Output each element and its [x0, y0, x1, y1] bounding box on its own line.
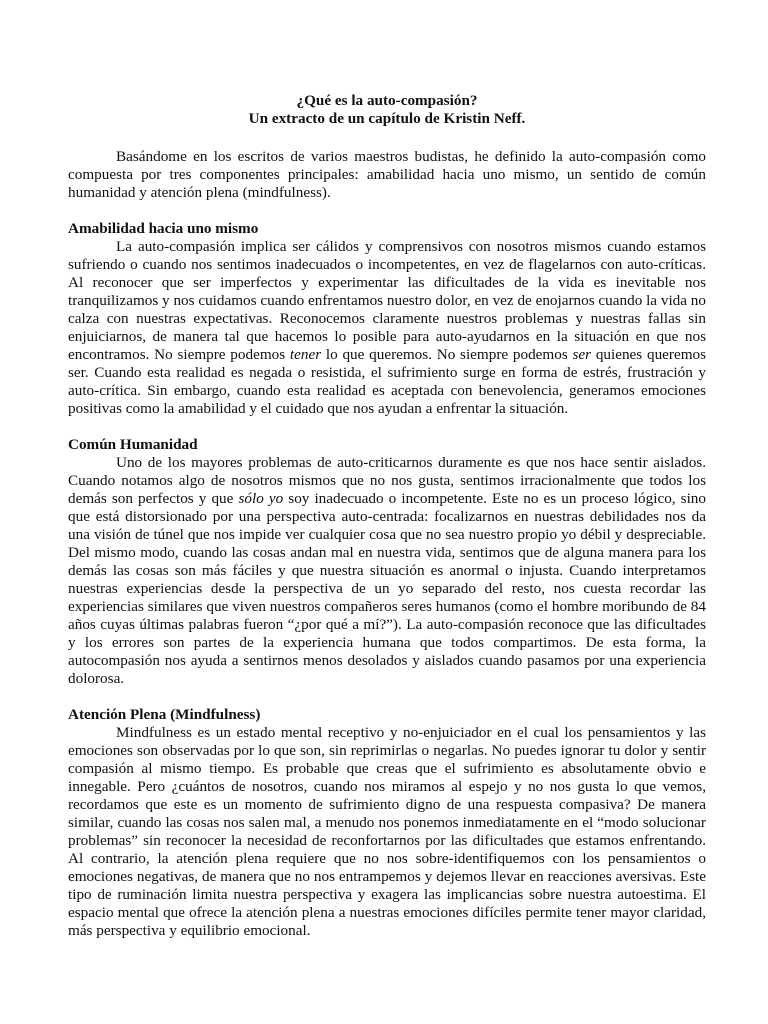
document-page	[68, 92, 706, 940]
intro-paragraph: Basándome en los escritos de varios maestros budistas, he definido la auto-compasión como compuesta por tres componentes principales: amabilidad hacia uno mismo, un sentido de común humanidad y atención plena (mindfulness).	[68, 148, 706, 201]
section-heading: Amabilidad hacia uno mismo	[68, 220, 259, 237]
text-run: La auto-compasión implica ser cálidos y comprensivos con nosotros mismos cuando estamos sufriendo o cuando nos sentimos inadecuados o incompetentes, en vez de flagelarnos con auto-críticas. Al reconocer que ser imperfectos y experimentar las dificultades de la vida es inevitable nos tranquilizamos y nos cuidamos cuando enfrentamos nuestro dolor, en vez de enojarnos cuando la vida no calza con nuestras expectativas. Reconocemos claramente nuestros problemas y nuestras fallas sin enjuiciarnos, de manera tal que hacemos lo posible para auto-ayudarnos en la situación en que nos encontramos. No siempre podemos	[68, 238, 706, 363]
section-paragraph	[68, 724, 706, 940]
text-run: lo que queremos. No siempre podemos	[321, 346, 573, 363]
section-heading: Común Humanidad	[68, 436, 198, 453]
text-run: Uno de los mayores problemas de auto-criticarnos duramente es que nos hace sentir aislados. Cuando notamos algo de nosotros mismos que no nos gusta, sentimos irracionalmente que todos los demás son perfectos y que	[68, 454, 706, 507]
emphasis-text: ser	[572, 346, 592, 363]
section-paragraph	[68, 454, 706, 688]
emphasis-text: tener	[289, 346, 322, 363]
section-paragraph	[68, 238, 706, 418]
section-heading: Atención Plena (Mindfulness)	[68, 706, 261, 723]
emphasis-text: sólo yo	[238, 490, 284, 507]
section-kindness	[68, 220, 706, 418]
section-mindfulness	[68, 706, 706, 940]
page-subtitle: Un extracto de un capítulo de Kristin Neff.	[248, 110, 526, 127]
section-common-humanity	[68, 436, 706, 688]
text-run: quienes queremos ser. Cuando esta realidad es negada o resistida, el sufrimiento surge en forma de estrés, frustración y auto-crítica. Sin embargo, cuando esta realidad es aceptada con benevolencia, generamos emociones positivas como la amabilidad y el cuidado que nos ayudan a enfrentar la situación.	[68, 346, 707, 417]
text-run: Mindfulness es un estado mental receptivo y no-enjuiciador en el cual los pensamientos y las emociones son observadas por lo que son, sin reprimirlas o negarlas. No puedes ignorar tu dolor y sentir compasión al mismo tiempo. Es probable que creas que el sufrimiento es absolutamente obvio e innegable. Pero ¿cuántos de nosotros, cuando nos miramos al espejo y no nos gusta lo que vemos, recordamos que este es un momento de sufrimiento digno de una respuesta compasiva? De manera similar, cuando las cosas nos salen mal, a menudo nos ponemos inmediatamente en el “modo solucionar problemas” sin reconocer la necesidad de reconfortarnos por las dificultades que estamos enfrentando. Al contrario, la atención plena requiere que no nos sobre-identifiquemos con los pensamientos o emociones negativas, de manera que no nos entrampemos y dejemos llevar en reacciones aversivas. Este tipo de ruminación limita nuestra perspectiva y exagera las implicancias sobre nuestra autoestima. El espacio mental que ofrece la atención plena a nuestras emociones difíciles permite tener mayor claridad, más perspectiva y equilibrio emocional.	[68, 724, 706, 939]
text-run: soy inadecuado o incompetente. Este no es un proceso lógico, sino que está distorsionado por una perspectiva auto-centrada: focalizarnos en nuestras debilidades nos da una visión de túnel que nos impide ver cualquier cosa que no sea nuestro propio yo débil y despreciable. Del mismo modo, cuando las cosas andan mal en nuestra vida, sentimos que de alguna manera para los demás las cosas son más fáciles y que nuestra situación es anormal o injusta. Cuando interpretamos nuestras experiencias desde la perspectiva de un yo separado del resto, nos cuesta recordar las experiencias similares que viven nuestros compañeros seres humanos (como el hombre moribundo de 84 años cuyas últimas palabras fueron “¿por qué a mí?”). La auto-compasión reconoce que las dificultades y los errores son partes de la experiencia humana que todos compartimos. De esta forma, la autocompasión nos ayuda a sentirnos menos desolados y aislados cuando pasamos por una experiencia dolorosa.	[68, 490, 706, 687]
page-title: ¿Qué es la auto-compasión?	[296, 92, 478, 109]
